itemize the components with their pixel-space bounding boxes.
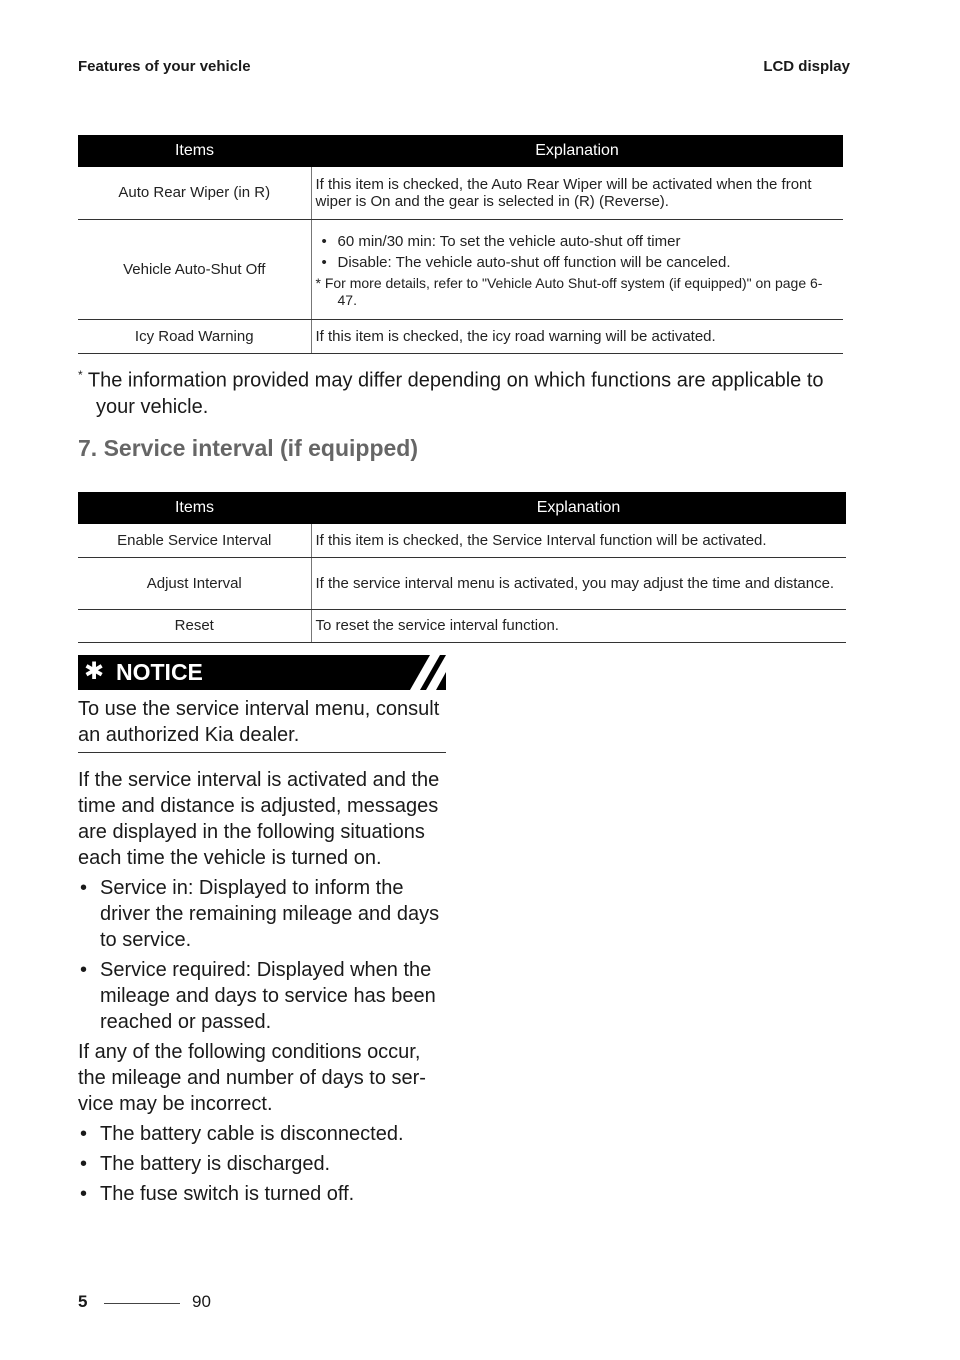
- list-item: • The fuse switch is turned off.: [78, 1181, 450, 1207]
- notice-divider: [78, 752, 446, 753]
- table-footnote: * For more details, refer to "Vehicle Auto Shut-off system (if equipped)" on page 6-47.: [315, 275, 823, 308]
- table1-header-items: Items: [78, 135, 311, 167]
- paragraph: If any of the following conditions occur, the mileage and number of days to ser-vice may be incorrect.: [78, 1041, 426, 1115]
- list-item: • The battery cable is disconnected.: [78, 1121, 450, 1147]
- list-item: • 60 min/30 min: To set the vehicle auto-shut off timer: [316, 233, 836, 250]
- table-cell-explanation: If this item is checked, the icy road warning will be activated.: [311, 319, 843, 353]
- notice-banner: [78, 655, 446, 690]
- table1-header-explanation: Explanation: [311, 135, 843, 167]
- table-cell-explanation: [311, 219, 843, 319]
- section-number: 5: [78, 1292, 88, 1311]
- paragraph: If the service interval is activated and the time and distance is adjusted, messages are displayed in the following situations each time the vehicle is turned on.: [78, 769, 440, 869]
- list-item: • Service in: Displayed to inform the driver the remaining mileage and days to service.: [78, 875, 450, 953]
- table-row: [78, 167, 843, 219]
- list-item: • Service required: Displayed when the mileage and days to service has been reached or passed.: [78, 957, 450, 1035]
- asterisk-icon: ✱: [84, 658, 105, 685]
- double-slash-icon: [376, 655, 446, 690]
- table-cell-item: Reset: [78, 609, 311, 642]
- table-cell-explanation: To reset the service interval function.: [311, 609, 846, 642]
- table-row: [78, 609, 846, 642]
- table2-header-items: Items: [78, 492, 311, 524]
- table2-header-explanation: Explanation: [311, 492, 846, 524]
- table-row: [78, 219, 843, 319]
- table-row: [78, 524, 846, 557]
- table-cell-item: Enable Service Interval: [78, 524, 311, 557]
- table-cell-item: Icy Road Warning: [78, 319, 311, 353]
- notice-title: NOTICE: [116, 659, 203, 685]
- running-header-left: Features of your vehicle: [78, 58, 251, 75]
- table-cell-item: Vehicle Auto-Shut Off: [78, 219, 311, 319]
- table-cell-item: Adjust Interval: [78, 557, 311, 609]
- table-cell-item: Auto Rear Wiper (in R): [78, 167, 311, 219]
- table-cell-explanation: If this item is checked, the Auto Rear Wiper will be activated when the front wiper is On and the gear is selected in (R) (Reverse).: [311, 167, 843, 219]
- notice-text: To use the service interval menu, consult an authorized Kia dealer.: [78, 698, 440, 746]
- running-header-right: LCD display: [763, 58, 850, 75]
- section-title: 7. Service interval (if equipped): [78, 435, 418, 461]
- list-item: • The battery is discharged.: [78, 1151, 450, 1177]
- service-interval-table: [78, 492, 846, 643]
- table-cell-explanation: If the service interval menu is activated, you may adjust the time and distance.: [311, 557, 846, 609]
- table-cell-explanation: If this item is checked, the Service Interval function will be activated.: [311, 524, 846, 557]
- note-text: The information provided may differ depending on which functions are applicable to your vehicle.: [87, 369, 824, 418]
- list-item: • Disable: The vehicle auto-shut off function will be canceled.: [316, 254, 836, 271]
- applicability-note: [78, 362, 866, 420]
- footer-divider: [104, 1303, 180, 1304]
- table-row: [78, 319, 843, 353]
- page-number: 90: [192, 1292, 211, 1311]
- note-asterisk: *: [78, 368, 83, 382]
- settings-table: [78, 135, 843, 354]
- body-text: [78, 767, 450, 1211]
- table-row: [78, 557, 846, 609]
